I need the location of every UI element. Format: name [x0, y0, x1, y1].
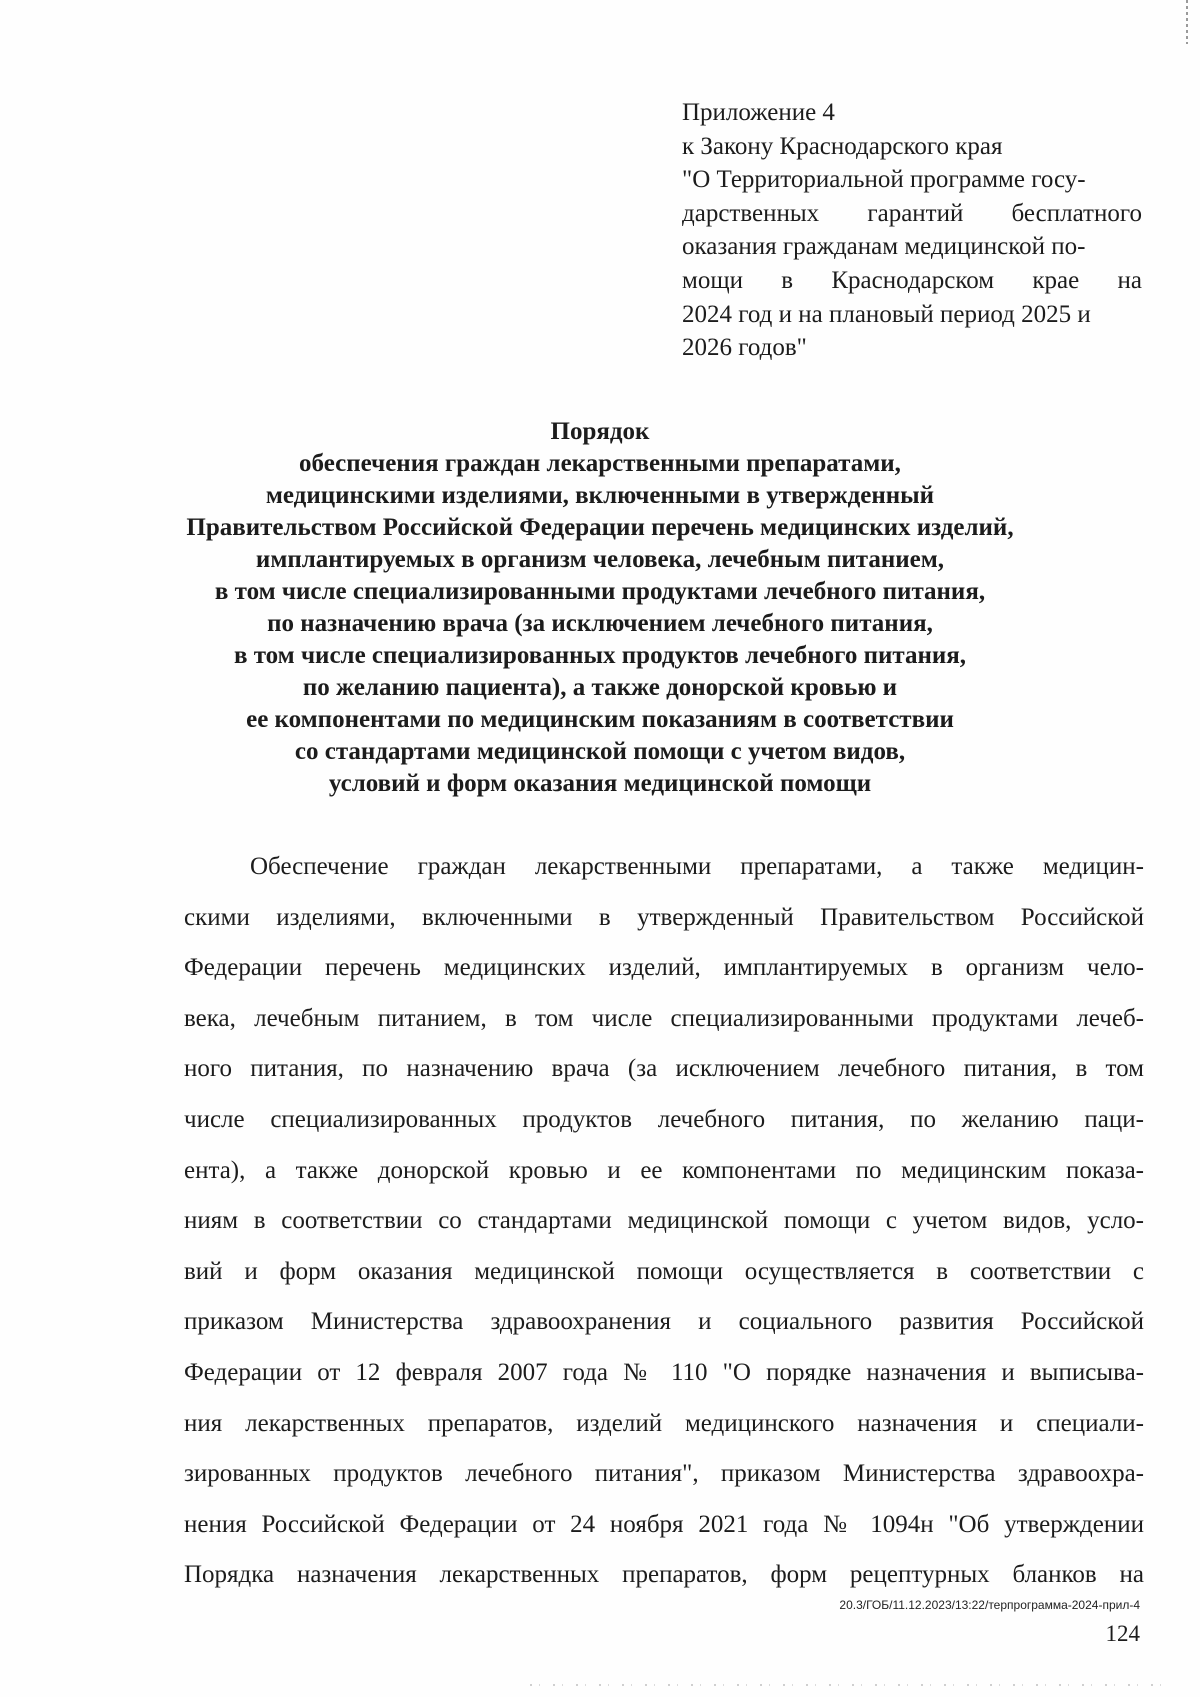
- title-line: медицинскими изделиями, включенными в утвержденный: [265, 482, 935, 509]
- title-line: обеспечения граждан лекарственными препаратами,: [299, 450, 901, 477]
- body-line: приказом Министерства здравоохранения и социального развития Российской: [184, 1308, 1144, 1336]
- title-line: по назначению врача (за исключением лечебного питания,: [267, 610, 933, 637]
- annex-line: Приложение 4: [682, 99, 835, 126]
- annex-line: 2024 год и на плановый период 2025 и: [682, 300, 1091, 328]
- page-number: 124: [1105, 1621, 1140, 1646]
- body-line: ниям в соответствии со стандартами медицинской помощи с учетом видов, усло-: [184, 1207, 1144, 1235]
- body-line: ента), а также донорской кровью и ее компонентами по медицинским показа-: [184, 1156, 1144, 1184]
- body-line: Порядка назначения лекарственных препаратов, форм рецептурных бланков на: [184, 1561, 1144, 1589]
- body-line: века, лечебным питанием, в том числе специализированными продуктами лечеб-: [184, 1004, 1144, 1032]
- annex-line: оказания гражданам медицинской по-: [682, 233, 1086, 261]
- body-line: скими изделиями, включенными в утвержденный Правительством Российской: [184, 903, 1144, 931]
- annex-line: 2026 годов": [682, 334, 807, 362]
- annex-line: "О Территориальной программе госу-: [682, 166, 1086, 194]
- body-line: нения Российской Федерации от 24 ноября 2021 года № 1094н "Об утверждении: [184, 1510, 1144, 1538]
- title-line: имплантируемых в организм человека, лечебным питанием,: [255, 546, 945, 573]
- annex-line: к Закону Краснодарского края: [682, 132, 1003, 160]
- annex-line: дарственных гарантий бесплатного: [682, 199, 1142, 227]
- title-line: в том числе специализированных продуктов лечебного питания,: [233, 642, 967, 669]
- title-line: в том числе специализированными продуктами лечебного питания,: [214, 578, 986, 605]
- annex-header: [682, 96, 1142, 365]
- body-paragraph: [184, 842, 1144, 1601]
- title-line: условий и форм оказания медицинской помощи: [328, 770, 872, 797]
- body-line: ния лекарственных препаратов, изделий медицинского назначения и специали-: [184, 1409, 1144, 1437]
- title-line: ее компонентами по медицинским показаниям в соответствии: [246, 706, 954, 733]
- body-line: зированных продуктов лечебного питания", приказом Министерства здравоохра-: [184, 1460, 1144, 1488]
- title-line: Правительством Российской Федерации перечень медицинских изделий,: [186, 514, 1014, 541]
- title-line: со стандартами медицинской помощи с учетом видов,: [294, 738, 906, 765]
- body-line: Обеспечение граждан лекарственными препаратами, а также медицин-: [250, 853, 1144, 880]
- annex-line: мощи в Краснодарском крае на: [682, 266, 1142, 294]
- title-line: по желанию пациента), а также донорской кровью и: [302, 674, 898, 701]
- document-footer-code: 20.3/ГОБ/11.12.2023/13:22/терпрограмма-2024-прил-4: [839, 1598, 1140, 1612]
- body-line: вий и форм оказания медицинской помощи осуществляется в соответствии с: [184, 1257, 1144, 1285]
- document-title: [150, 416, 1050, 800]
- body-line: Федерации перечень медицинских изделий, имплантируемых в организм чело-: [184, 954, 1144, 982]
- body-line: числе специализированных продуктов лечебного питания, по желанию паци-: [184, 1105, 1144, 1133]
- body-line: ного питания, по назначению врача (за исключением лечебного питания, в том: [184, 1055, 1144, 1083]
- scan-noise-mark: [530, 1684, 1170, 1686]
- body-line: Федерации от 12 февраля 2007 года № 110 "О порядке назначения и выписыва-: [184, 1358, 1144, 1386]
- scan-edge-mark: [1186, 0, 1188, 44]
- title-heading: Порядок: [550, 418, 650, 445]
